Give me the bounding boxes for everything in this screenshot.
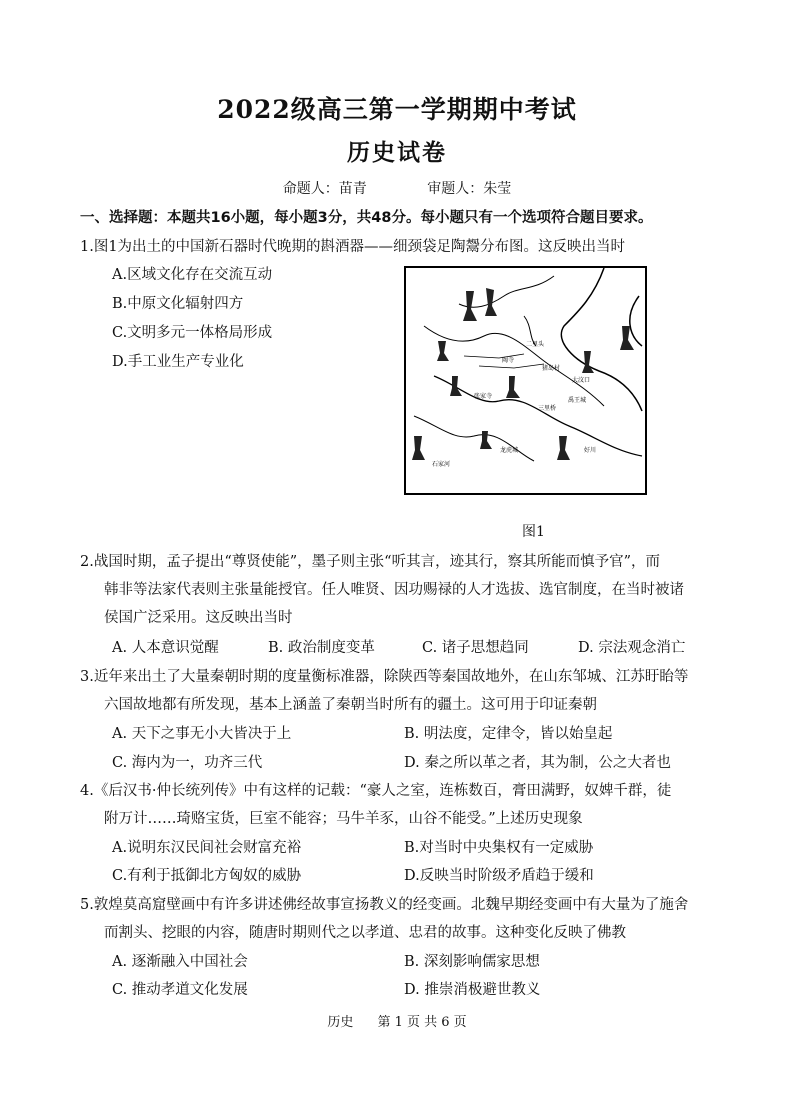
q5-stem-line2: 而割头、挖眼的内容，随唐时期则代之以孝道、忠君的故事。这种变化反映了佛教 xyxy=(104,925,626,941)
map-label-erlitou: 二里头 xyxy=(526,341,545,348)
q4-option-c: C.有利于抵御北方匈奴的威胁 xyxy=(112,868,302,884)
q5-stem-line1: 5.敦煌莫高窟壁画中有许多讲述佛经故事宣扬教义的经变画。北魏早期经变画中有大量为了施舍 xyxy=(80,897,689,913)
author-reviewer: 审题人：朱莹 xyxy=(427,181,512,197)
q2-option-b: B. 政治制度变革 xyxy=(268,640,375,656)
map-label-longhucheng: 龙虎城 xyxy=(500,447,519,454)
q2-option-d: D. 宗法观念消亡 xyxy=(578,640,686,656)
authors xyxy=(0,178,794,198)
q5-option-d: D. 推崇消极避世教义 xyxy=(404,982,541,998)
q2-stem-line2: 韩非等法家代表则主张量能授官。任人唯贤、因功赐禄的人才选拔、选官制度，在当时被诸 xyxy=(104,582,684,598)
q3-option-b: B. 明法度，定律令，皆以始皇起 xyxy=(404,726,613,742)
q3-option-c: C. 海内为一，功齐三代 xyxy=(112,755,263,771)
q4-option-b: B.对当时中央集权有一定威胁 xyxy=(404,840,594,856)
map-label-haochuan: 好川 xyxy=(584,447,597,454)
map-label-sanliqiao: 三里桥 xyxy=(538,405,557,412)
q5-option-b: B. 深刻影响儒家思想 xyxy=(404,954,540,970)
map-label-zhangjiasi: 张家寺 xyxy=(474,393,493,400)
map-label-shijiahe: 石家河 xyxy=(432,461,451,468)
pottery-distribution-map xyxy=(404,266,647,495)
q3-option-a: A. 天下之事无小大皆决于上 xyxy=(112,726,292,742)
q2-option-a: A. 人本意识觉醒 xyxy=(112,640,219,656)
exam-title: 2022级高三第一学期期中考试 xyxy=(217,95,577,124)
map-label-taosi: 陶寺 xyxy=(502,357,515,364)
q2-stem-line1: 2.战国时期，孟子提出“尊贤使能”，墨子则主张“听其言，迹其行，察其所能而慎予官”，而 xyxy=(80,554,660,570)
q3-stem-line2: 六国故地都有所发现，基本上涵盖了秦朝当时所有的疆土。这可用于印证秦朝 xyxy=(104,697,597,713)
q4-option-d: D.反映当时阶级矛盾趋于缓和 xyxy=(404,868,594,884)
q1-option-c: C.文明多元一体格局形成 xyxy=(112,325,273,341)
author-setter: 命题人：苗青 xyxy=(282,181,367,197)
q3-option-d: D. 秦之所以革之者，其为制，公之大者也 xyxy=(404,755,671,771)
q1-option-a: A.区域文化存在交流互动 xyxy=(112,267,273,283)
map-label-dawenkou: 大汶口 xyxy=(572,377,591,384)
footer-subject: 历史 xyxy=(327,1015,354,1030)
page-footer xyxy=(0,1011,794,1030)
map-label-yuwangcheng: 禹王城 xyxy=(568,397,587,404)
footer-page-number: 第 1 页 共 6 页 xyxy=(377,1015,467,1030)
section-heading: 一、选择题：本题共16小题，每小题3分，共48分。每小题只有一个选项符合题目要求。 xyxy=(80,210,653,226)
q4-option-a: A.说明东汉民间社会财富充裕 xyxy=(112,840,302,856)
figure-caption: 图1 xyxy=(522,524,545,540)
q1-option-b: B.中原文化辐射四方 xyxy=(112,296,244,312)
q4-stem-line2: 附万计……琦赂宝货，巨室不能容；马牛羊豕，山谷不能受。”上述历史现象 xyxy=(104,811,583,827)
q3-stem-line1: 3.近年来出土了大量秦朝时期的度量衡标准器，除陕西等秦国故地外，在山东邹城、江苏盱眙等 xyxy=(80,669,689,685)
q2-option-c: C. 诸子思想趋同 xyxy=(422,640,529,656)
exam-subtitle: 历史试卷 xyxy=(347,139,447,166)
map-label-zhudao: 猪岛村 xyxy=(542,365,561,372)
q2-stem-line3: 侯国广泛采用。这反映出当时 xyxy=(104,610,293,626)
q1-stem: 1.图1为出土的中国新石器时代晚期的斟酒器——细颈袋足陶鬶分布图。这反映出当时 xyxy=(80,239,626,255)
q5-option-c: C. 推动孝道文化发展 xyxy=(112,982,248,998)
q1-option-d: D.手工业生产专业化 xyxy=(112,354,244,370)
q4-stem-line1: 4.《后汉书·仲长统列传》中有这样的记载：“豪人之室，连栋数百，膏田满野，奴婢千群，徒 xyxy=(80,783,672,799)
q5-option-a: A. 逐渐融入中国社会 xyxy=(112,954,248,970)
